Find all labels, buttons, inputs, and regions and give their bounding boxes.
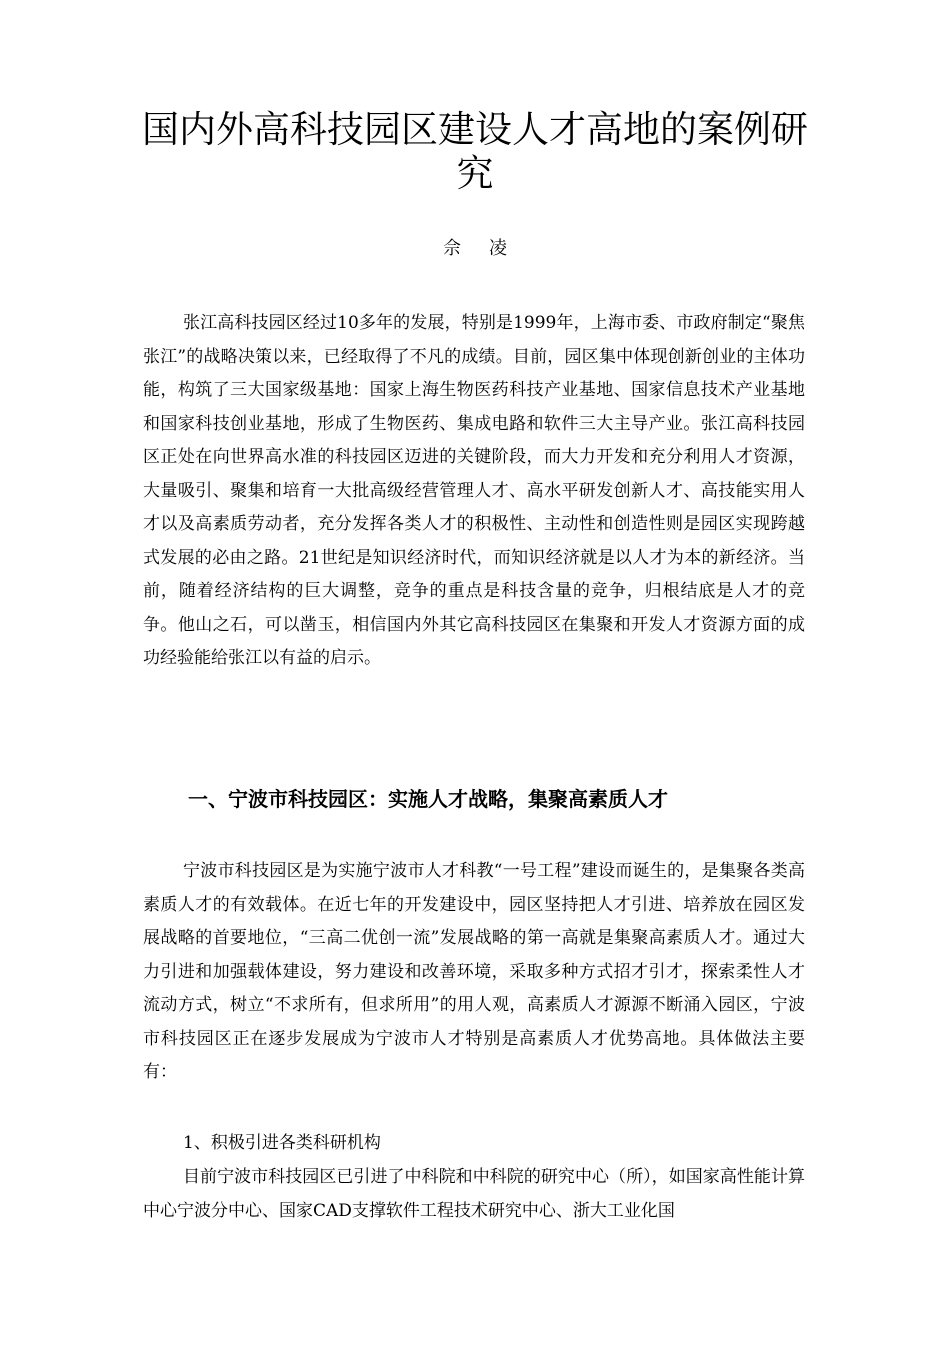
subsection-paragraph: 目前宁波市科技园区已引进了中科院和中科院的研究中心（所），如国家高性能计算中心宁波分中心、国家CAD支撑软件工程技术研究中心、浙大工业化国: [143, 1167, 805, 1221]
intro-paragraph: 张江高科技园区经过10多年的发展，特别是1999年，上海市委、市政府制定“聚焦张江”的战略决策以来，已经取得了不凡的成绩。目前，园区集中体现创新创业的主体功能，构筑了三大国家级基地：国家上海生物医药科技产业基地、国家信息技术产业基地和国家科技创业基地，形成了生物医药、集成电路和软件三大主导产业。张江高科技园区正处在向世界高水准的科技园区迈进的关键阶段，而大力开发和充分利用人才资源，大量吸引、聚集和培育一大批高级经营管理人才、高水平研发创新人才、高技能实用人才以及高素质劳动者，充分发挥各类人才的积极性、主动性和创造性则是园区实现跨越式发展的必由之路。21世纪是知识经济时代，而知识经济就是以人才为本的新经济。当前，随着经济结构的巨大调整，竞争的重点是科技含量的竞争，归根结底是人才的竞争。他山之石，可以凿玉，相信国内外其它高科技园区在集聚和开发人才资源方面的成功经验能给张江以有益的启示。: [143, 313, 805, 668]
author-name: 佘凌: [443, 238, 535, 259]
section-paragraph: 宁波市科技园区是为实施宁波市人才科教“一号工程”建设而诞生的，是集聚各类高素质人才的有效载体。在近七年的开发建设中，园区坚持把人才引进、培养放在园区发展战略的首要地位，“三高二优创一流”发展战略的第一高就是集聚高素质人才。通过大力引进和加强载体建设，努力建设和改善环境，采取多种方式招才引才，探索柔性人才流动方式，树立“不求所有，但求所用”的用人观，高素质人才源源不断涌入园区，宁波市科技园区正在逐步发展成为宁波市人才特别是高素质人才优势高地。具体做法主要有：: [143, 861, 805, 1082]
subsection-item: 1、积极引进各类科研机构: [183, 1133, 381, 1153]
document-title: 国内外高科技园区建设人才高地的案例研究: [142, 108, 808, 195]
section-heading: 一、宁波市科技园区：实施人才战略，集聚高素质人才: [188, 787, 668, 811]
